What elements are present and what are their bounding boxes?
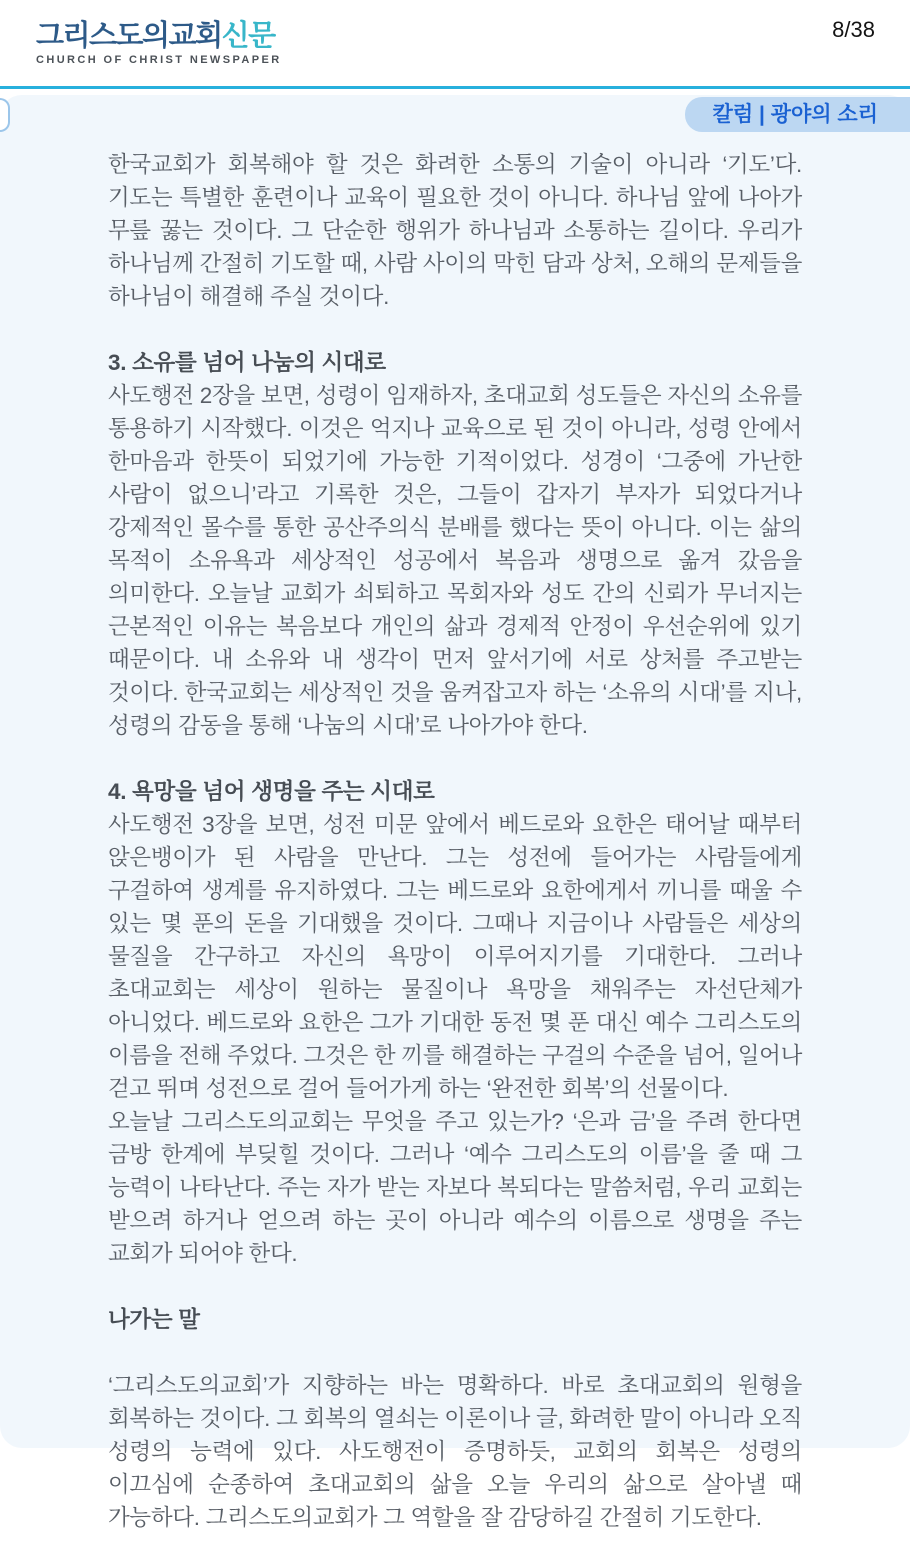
section-heading: 3. 소유를 넘어 나눔의 시대로 [108, 350, 386, 375]
logo-title-main: 그리스도의교회 [36, 20, 222, 52]
page-indicator: 8/38 [832, 17, 875, 42]
logo-title-accent: 신문 [221, 20, 275, 52]
article [108, 148, 802, 1534]
logo-title [36, 21, 282, 51]
prev-page-notch[interactable] [0, 98, 10, 132]
column-category-badge: 칼럼 | 광야의 소리 [685, 97, 910, 132]
section-heading: 4. 욕망을 넘어 생명을 주는 시대로 [108, 779, 435, 804]
newspaper-logo [36, 21, 282, 66]
article-paragraph: 한국교회가 회복해야 할 것은 화려한 소통의 기술이 아니라 ‘기도’다. 기도는 특별한 훈련이나 교육이 필요한 것이 아니다. 하나님 앞에 나아가 무릎 꿇는 것이다. 그 단순한 행위가 하나님과 소통하는 길이다. 우리가 하나님께 간절히 기도할 때, 사람 사이의 막힌 담과 상처, 오해의 문제들을 하나님이 해결해 주실 것이다. [108, 152, 802, 309]
article-paragraph: 사도행전 3장을 보면, 성전 미문 앞에서 베드로와 요한은 태어날 때부터 앉은뱅이가 된 사람을 만난다. 그는 성전에 들어가는 사람들에게 구걸하여 생계를 유지하였다. 그는 베드로와 요한에게서 끼니를 때울 수 있는 몇 푼의 돈을 기대했을 것이다. 그때나 지금이나 사람들은 세상의 물질을 간구하고 자신의 욕망이 이루어지기를 기대한다. 그러나 초대교회는 세상이 원하는 물질이나 욕망을 채워주는 자선단체가 아니었다. 베드로와 요한은 그가 기대한 동전 몇 푼 대신 예수 그리스도의 이름을 전해 주었다. 그것은 한 끼를 해결하는 구걸의 수준을 넘어, 일어나 걷고 뛰며 성전으로 걸어 들어가게 하는 ‘완전한 회복’의 선물이다. [108, 812, 802, 1101]
logo-subtitle: CHURCH OF CHRIST NEWSPAPER [36, 54, 282, 66]
article-paragraph: 사도행전 2장을 보면, 성령이 임재하자, 초대교회 성도들은 자신의 소유를 통용하기 시작했다. 이것은 억지나 교육으로 된 것이 아니라, 성령 안에서 한마음과 한뜻이 되었기에 가능한 기적이었다. 성경이 ‘그중에 가난한 사람이 없으니’라고 기록한 것은, 그들이 갑자기 부자가 되었다거나 강제적인 몰수를 통한 공산주의식 분배를 했다는 뜻이 아니다. 이는 삶의 목적이 소유욕과 세상적인 성공에서 복음과 생명으로 옮겨 갔음을 의미한다. 오늘날 교회가 쇠퇴하고 목회자와 성도 간의 신뢰가 무너지는 근본적인 이유는 복음보다 개인의 삶과 경제적 안정이 우선순위에 있기 때문이다. 내 소유와 내 생각이 먼저 앞서기에 서로 상처를 주고받는 것이다. 한국교회는 세상적인 것을 움켜잡고자 하는 ‘소유의 시대’를 지나, 성령의 감동을 통해 ‘나눔의 시대’로 나아가야 한다. [108, 383, 802, 738]
article-paragraph: 오늘날 그리스도의교회는 무엇을 주고 있는가? ‘은과 금’을 주려 한다면 금방 한계에 부딪힐 것이다. 그러나 ‘예수 그리스도의 이름’을 줄 때 그 능력이 나타난다. 주는 자가 받는 자보다 복되다는 말씀처럼, 우리 교회는 받으려 하거나 얻으려 하는 곳이 아니라 예수의 이름으로 생명을 주는 교회가 되어야 한다. [108, 1109, 802, 1266]
article-paragraph: ‘그리스도의교회’가 지향하는 바는 명확하다. 바로 초대교회의 원형을 회복하는 것이다. 그 회복의 열쇠는 이론이나 글, 화려한 말이 아니라 오직 성령의 능력에 있다. 사도행전이 증명하듯, 교회의 회복은 성령의 이끄심에 순종하여 초대교회의 삶을 오늘 우리의 삶으로 살아낼 때 가능하다. 그리스도의교회가 그 역할을 잘 감당하길 간절히 기도한다. [108, 1373, 802, 1530]
section-heading: 나가는 말 [108, 1307, 200, 1332]
header-divider [0, 86, 910, 89]
